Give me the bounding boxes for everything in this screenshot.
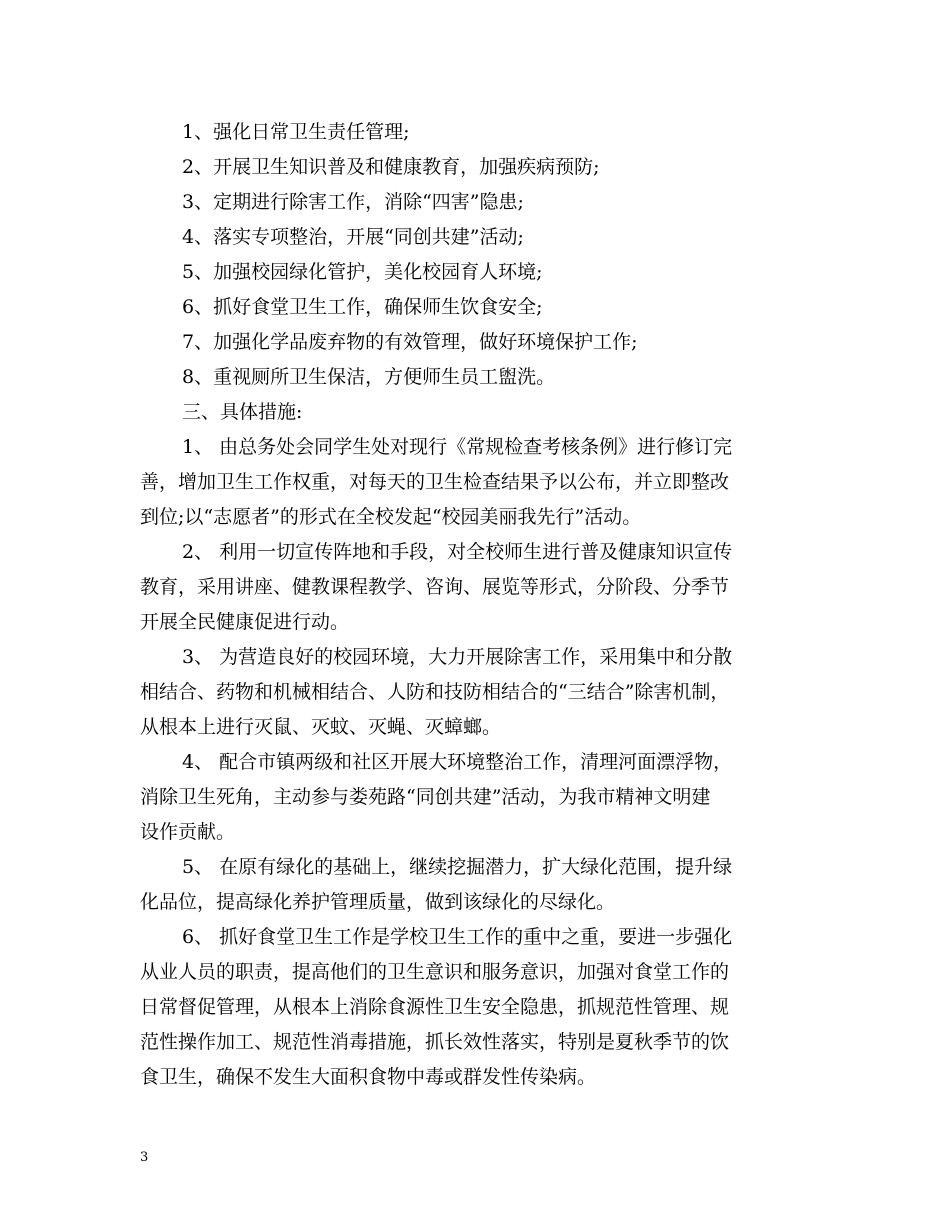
text-line: 1、强化日常卫生责任管理; bbox=[182, 121, 410, 143]
text-line: 4、落实专项整治，开展“同创共建”活动; bbox=[182, 226, 524, 248]
text-line: 食卫生，确保不发生大面积食物中毒或群发性传染病。 bbox=[140, 1066, 597, 1088]
section-heading: 三、具体措施: bbox=[182, 401, 303, 423]
text-line: 化品位，提高绿化养护管理质量，做到该绿化的尽绿化。 bbox=[140, 891, 616, 913]
text-line: 6、 抓好食堂卫生工作是学校卫生工作的重中之重，要进一步强化 bbox=[182, 926, 733, 948]
text-line: 日常督促管理，从根本上消除食源性卫生安全隐患，抓规范性管理、规 bbox=[140, 996, 730, 1018]
text-line: 4、 配合市镇两级和社区开展大环境整治工作，清理河面漂浮物， bbox=[182, 751, 733, 773]
text-line: 到位;以“志愿者”的形式在全校发起“校园美丽我先行”活动。 bbox=[140, 506, 642, 528]
text-line: 6、抓好食堂卫生工作，确保师生饮食安全; bbox=[182, 296, 543, 318]
text-line: 2、开展卫生知识普及和健康教育，加强疾病预防; bbox=[182, 156, 600, 178]
text-line: 从业人员的职责，提高他们的卫生意识和服务意识，加强对食堂工作的 bbox=[140, 961, 730, 983]
text-line: 5、加强校园绿化管护，美化校园育人环境; bbox=[182, 261, 543, 283]
page-number: 3 bbox=[140, 1150, 149, 1165]
text-line: 消除卫生死角，主动参与娄苑路“同创共建”活动，为我市精神文明建 bbox=[140, 786, 711, 808]
text-line: 7、加强化学品废弃物的有效管理，做好环境保护工作; bbox=[182, 331, 638, 353]
text-line: 善，增加卫生工作权重，对每天的卫生检查结果予以公布，并立即整改 bbox=[140, 471, 730, 493]
text-line: 相结合、药物和机械相结合、人防和技防相结合的“三结合”除害机制， bbox=[140, 681, 730, 703]
text-line: 设作贡献。 bbox=[140, 821, 236, 843]
text-line: 教育，采用讲座、健教课程教学、咨询、展览等形式，分阶段、分季节 bbox=[140, 576, 730, 598]
text-line: 2、 利用一切宣传阵地和手段，对全校师生进行普及健康知识宣传 bbox=[182, 541, 733, 563]
text-line: 5、 在原有绿化的基础上，继续挖掘潜力，扩大绿化范围，提升绿 bbox=[182, 856, 733, 878]
text-line: 3、定期进行除害工作，消除“四害”隐患; bbox=[182, 191, 524, 213]
text-line: 开展全民健康促进行动。 bbox=[140, 611, 350, 633]
text-line: 1、 由总务处会同学生处对现行《常规检查考核条例》进行修订完 bbox=[182, 436, 733, 458]
text-line: 3、 为营造良好的校园环境，大力开展除害工作，采用集中和分散 bbox=[182, 646, 733, 668]
text-line: 8、重视厕所卫生保洁，方便师生员工盥洗。 bbox=[182, 366, 556, 388]
text-line: 从根本上进行灭鼠、灭蚊、灭蝇、灭蟑螂。 bbox=[140, 716, 502, 738]
text-line: 范性操作加工、规范性消毒措施，抓长效性落实，特别是夏秋季节的饮 bbox=[140, 1031, 730, 1053]
